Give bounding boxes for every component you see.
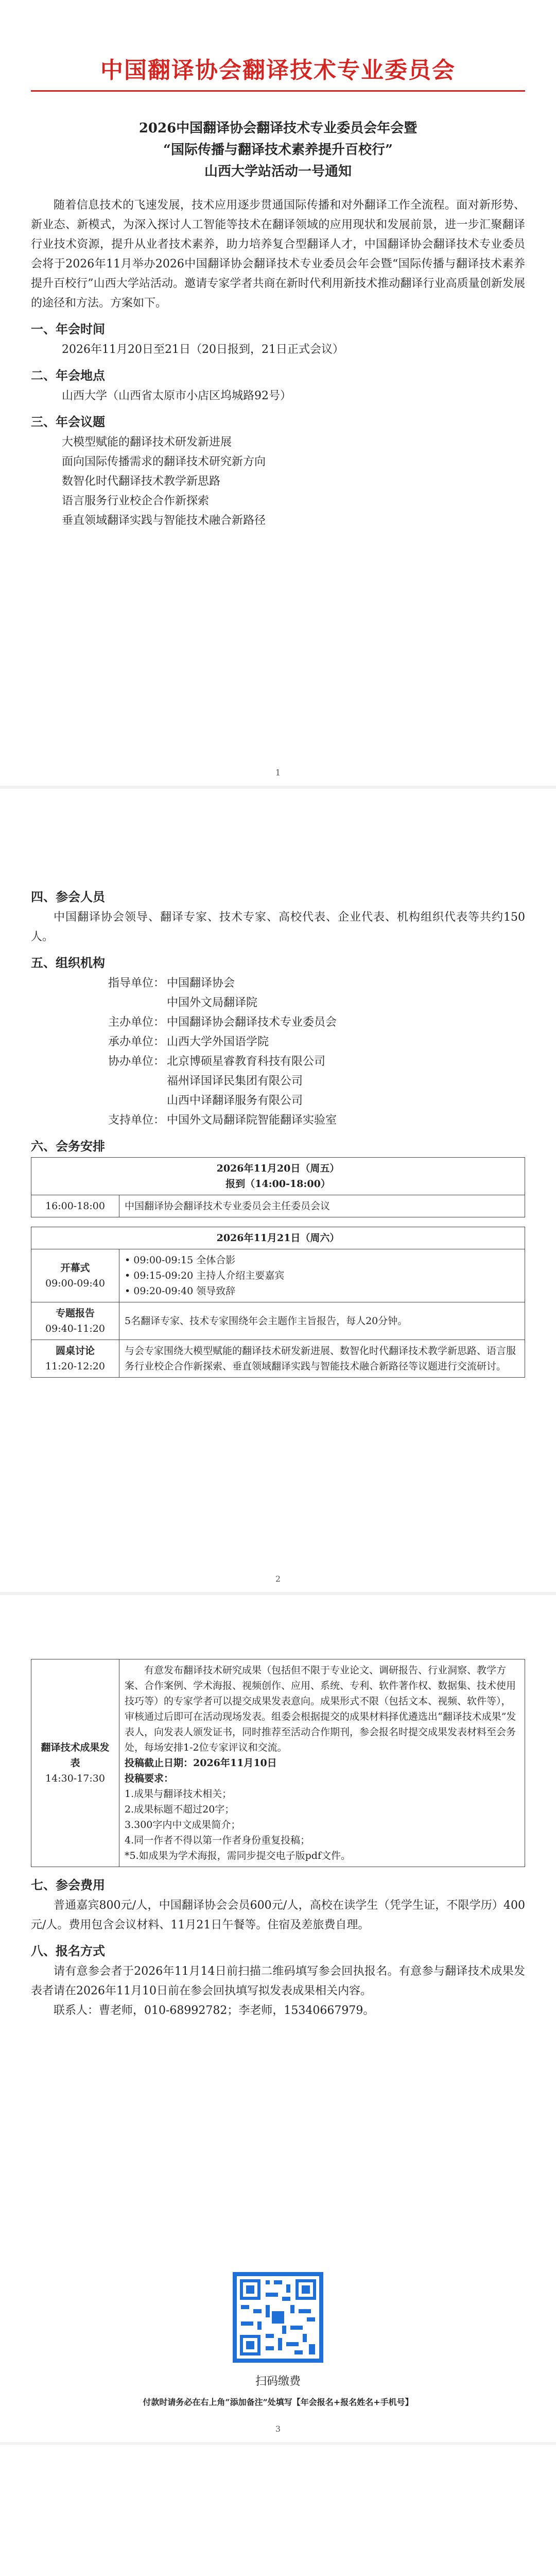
org-key: 指导单位：	[108, 977, 165, 990]
page-number-1: 1	[275, 768, 281, 777]
section-venue-heading: 二、年会地点	[31, 368, 105, 383]
payment-note: 付款时请务必在右上角“添加备注”处填写【年会报名+报名姓名+手机号】	[143, 2397, 413, 2407]
org-value: 北京博硕星睿教育科技有限公司	[167, 1055, 326, 1068]
intro-paragraph: 随着信息技术的飞速发展，技术应用逐步贯通国际传播和对外翻译工作全流程。面对新形势、新业态、新模式，为深入探讨人工智能等技术在翻译领域的应用现状和发展前景，进一步汇聚翻译行业技术资源，提升从业者技术素养，助力培养复合型翻译人才，中国翻译协会翻译技术专业委员会将于2026年11月举办2026中国翻译协会翻译技术专业委员会年会暨“国际传播与翻译技术素养提升百校行”山西大学站活动。邀请专家学者共商在新时代利用新技术推动翻译行业高质量创新发展的途径和方法。方案如下。	[31, 199, 525, 310]
table-row	[31, 1659, 525, 1867]
notice-title-line-1: 2026中国翻译协会翻译技术专业委员会年会暨	[138, 121, 418, 136]
showcase-deadline: 投稿截止日期：2026年11月10日	[125, 1757, 277, 1769]
letterhead	[0, 0, 556, 98]
org-row-coorganizer	[31, 1052, 525, 1111]
page-break	[0, 786, 556, 789]
payment-qr-caption: 扫码缴费	[255, 2375, 301, 2388]
opening-time: 09:00-09:40	[45, 1278, 105, 1289]
org-value: 山西中译翻译服务有限公司	[167, 1094, 303, 1107]
org-row-support	[31, 1111, 525, 1130]
section-time-heading: 一、年会时间	[31, 322, 105, 336]
section-venue-value: 山西大学（山西省太原市小店区坞城路92号）	[62, 389, 291, 402]
page-break	[0, 1592, 556, 1595]
schedule-table-day1	[31, 1157, 525, 1217]
section-time-value: 2026年11月20日至21日（20日报到，21日正式会议）	[62, 343, 344, 356]
opening-item: • 09:15-09:20 主持人介绍主要嘉宾	[125, 1270, 285, 1281]
notice-title	[31, 117, 525, 182]
registration-contact: 联系人：曹老师，010-68992782；李老师，15340667979。	[54, 2004, 375, 2017]
opening-label: 开幕式	[60, 1262, 90, 1274]
page-2-body	[31, 881, 525, 1378]
keynote-label: 专题报告	[55, 1308, 95, 1319]
page-number-2: 2	[275, 1574, 281, 1584]
day1-time: 16:00-18:00	[31, 1195, 119, 1217]
roundtable-desc: 与会专家围绕大模型赋能的翻译技术研发新进展、数智化时代翻译技术教学新思路、语言服务行业校企合作新探索、垂直领域翻译实践与智能技术融合新路径等议题进行交流研讨。	[119, 1340, 525, 1378]
schedule-table-day2	[31, 1227, 525, 1378]
page-break	[0, 2442, 556, 2445]
section-attendees-heading: 四、参会人员	[31, 890, 105, 904]
org-value: 中国外文局翻译院	[167, 996, 258, 1009]
org-value: 中国翻译协会	[167, 977, 235, 990]
topic-item: 大模型赋能的翻译技术研发新进展	[62, 436, 232, 449]
showcase-req: 3.300字内中文成果简介；	[125, 1819, 241, 1831]
section-topics-heading: 三、年会议题	[31, 415, 105, 429]
payment-qr-code[interactable]	[233, 2272, 323, 2363]
section-schedule-heading: 六、会务安排	[31, 1139, 105, 1154]
letterhead-rule	[31, 90, 525, 92]
org-value: 中国翻译协会翻译技术专业委员会	[167, 1016, 337, 1029]
showcase-time: 14:30-17:30	[45, 1773, 105, 1784]
org-key: 承办单位：	[108, 1036, 165, 1048]
schedule-table-showcase	[31, 1659, 525, 1867]
showcase-req: 4.同一作者不得以第一作者身份重复投稿；	[125, 1835, 310, 1846]
showcase-label: 翻译技术成果发表	[41, 1742, 110, 1769]
notice-title-line-2: “国际传播与翻译技术素养提升百校行”	[163, 142, 393, 158]
day1-event: 中国翻译协会翻译技术专业委员会主任委员会议	[119, 1195, 525, 1217]
roundtable-time: 11:20-12:20	[45, 1361, 105, 1372]
page-1-body	[31, 196, 525, 531]
table-row	[31, 1195, 525, 1217]
section-fees-value: 普通嘉宾800元/人，中国翻译协会会员600元/人，高校在读学生（凭学生证，不限学历）400元/人。费用包含会议材料、11月21日午餐等。住宿及差旅费自理。	[31, 1899, 525, 1931]
org-row-organizer	[31, 1032, 525, 1052]
letterhead-title: 中国翻译协会翻译技术专业委员会	[100, 57, 456, 83]
payment-qr-icon	[233, 2272, 323, 2363]
topic-item: 垂直领域翻译实践与智能技术融合新路径	[62, 514, 266, 527]
opening-item: • 09:20-09:40 领导致辞	[125, 1285, 236, 1297]
org-value: 福州译国译民集团有限公司	[167, 1075, 303, 1088]
day2-title: 2026年11月21日（周六）	[31, 1227, 525, 1249]
topic-item: 数智化时代翻译技术教学新思路	[62, 475, 221, 488]
opening-item: • 09:00-09:15 全体合影	[125, 1255, 236, 1266]
page-3-body	[31, 1659, 525, 2021]
showcase-req: 2.成果标题不超过20字；	[125, 1804, 235, 1815]
org-list	[31, 974, 525, 1130]
table-row	[31, 1249, 525, 1302]
org-value: 中国外文局翻译院智能翻译实验室	[167, 1114, 337, 1127]
day1-subtitle: 报到（14:00-18:00）	[225, 1178, 331, 1190]
section-fees-heading: 七、参会费用	[31, 1878, 105, 1892]
showcase-desc: 有意发布翻译技术研究成果（包括但不限于专业论文、调研报告、行业洞察、教学方案、合作案例、学术海报、视频创作、应用、系统、专利、软件著作权、数据集、技术使用技巧等）的专家学者可以提交成果发表意向。成果形式不限（包括文本、视频、软件等），审核通过后即可在活动现场发表。组委会根据提交的成果材料择优遴选出“翻译技术成果”发表人，向发表人颁发证书，同时推荐至活动合作期刊，参会报名时提交成果发表材料至会务处，每场安排1-2位专家评议和交流。	[125, 1665, 516, 1753]
org-key: 支持单位：	[108, 1114, 165, 1127]
section-registration-value: 请有意参会者于2026年11月14日前扫描二维码填写参会回执报名。有意参与翻译技术成果发表者请在2026年11月10日前在参会回执填写拟发表成果相关内容。	[31, 1965, 525, 1997]
org-value: 山西大学外国语学院	[167, 1036, 269, 1048]
org-row-guide	[31, 974, 525, 1013]
section-attendees-value: 中国翻译协会领导、翻译专家、技术专家、高校代表、企业代表、机构组织代表等共约150人。	[31, 911, 525, 943]
topic-item: 语言服务行业校企合作新探索	[62, 495, 210, 507]
showcase-req: *5.如成果为学术海报，需同步提交电子版pdf文件。	[125, 1850, 351, 1861]
section-registration-heading: 八、报名方式	[31, 1944, 105, 1958]
section-org-heading: 五、组织机构	[31, 956, 105, 970]
roundtable-label: 圆桌讨论	[55, 1345, 95, 1357]
org-row-host	[31, 1013, 525, 1032]
showcase-req: 1.成果与翻译技术相关；	[125, 1788, 232, 1800]
org-key: 协办单位：	[108, 1055, 165, 1068]
keynote-desc: 5名翻译专家、技术专家围绕年会主题作主旨报告，每人20分钟。	[119, 1302, 525, 1340]
org-key: 主办单位：	[108, 1016, 165, 1029]
showcase-req-title: 投稿要求：	[125, 1773, 174, 1784]
day1-title: 2026年11月20日（周五）	[216, 1163, 340, 1174]
keynote-time: 09:40-11:20	[45, 1323, 105, 1334]
table-row	[31, 1302, 525, 1340]
table-row	[31, 1340, 525, 1378]
page-number-3: 3	[275, 2424, 281, 2434]
notice-title-line-3: 山西大学站活动一号通知	[204, 164, 352, 179]
topic-item: 面向国际传播需求的翻译技术研究新方向	[62, 455, 266, 468]
